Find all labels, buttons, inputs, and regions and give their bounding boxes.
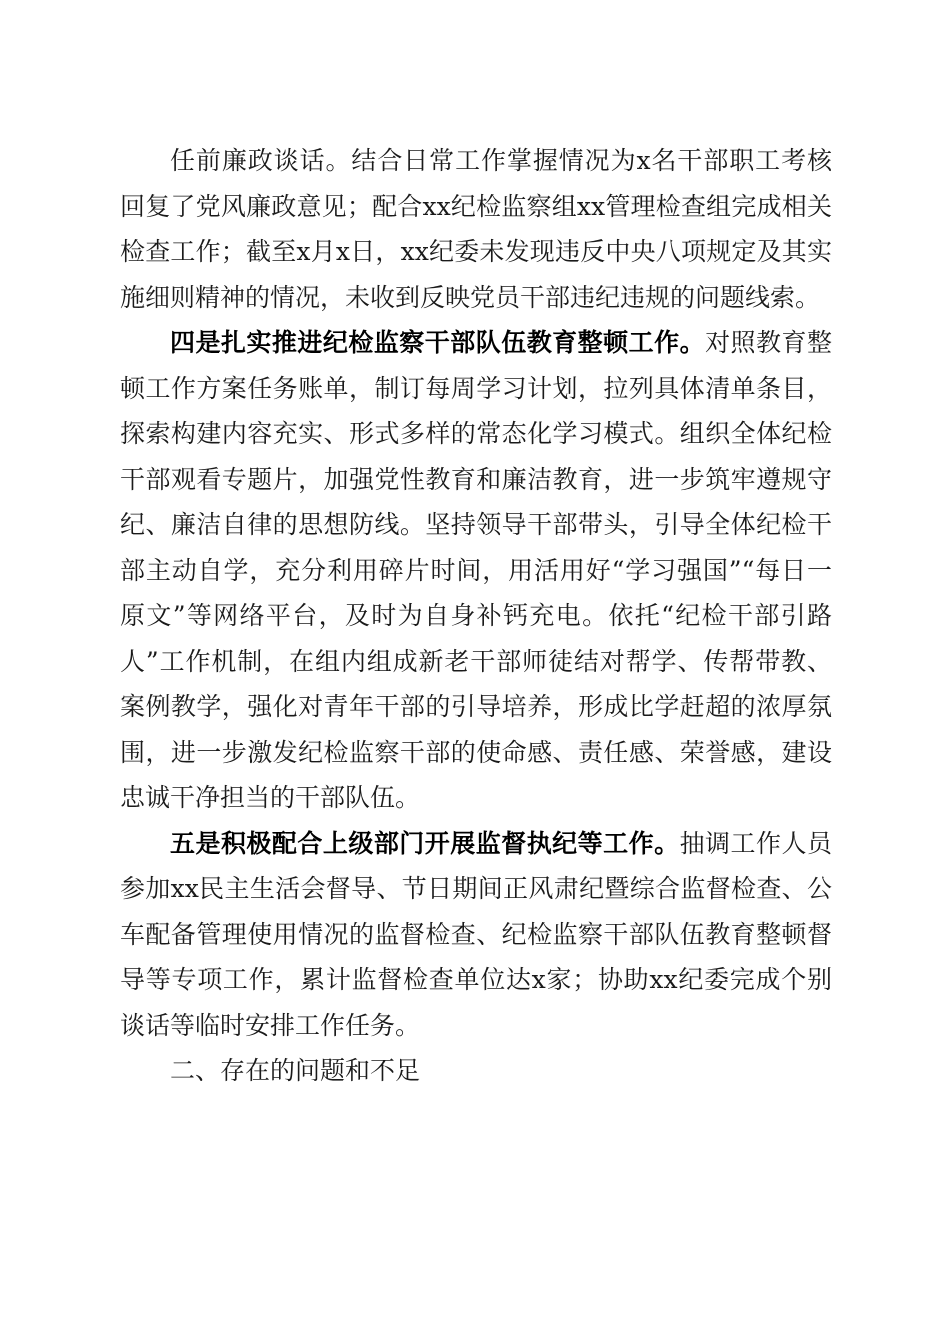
paragraph-supervision-cooperation — [120, 821, 832, 1049]
paragraph-lead: 五是积极配合上级部门开展监督执纪等工作。 — [170, 828, 680, 858]
paragraph-review-work — [120, 138, 832, 320]
paragraph-text: 任前廉政谈话。结合日常工作掌握情况为x名干部职工考核回复了党风廉政意见；配合xx纪检监察组xx管理检查组完成相关检查工作；截至x月x日，xx纪委未发现违反中央八项规定及其实施细则精神的情况，未收到反映党员干部违纪违规的问题线索。 — [120, 146, 832, 312]
document-body — [120, 138, 832, 1094]
paragraph-text: 对照教育整顿工作方案任务账单，制订每周学习计划，拉列具体清单条目，探索构建内容充实、形式多样的常态化学习模式。组织全体纪检干部观看专题片，加强党性教育和廉洁教育，进一步筑牢遵规守纪、廉洁自律的思想防线。坚持领导干部带头，引导全体纪检干部主动自学，充分利用碎片时间，用活用好“学习强国”“每日一原文”等网络平台，及时为自身补钙充电。依托“纪检干部引路人”工作机制，在组内组成新老干部师徒结对帮学、传帮带教、案例教学，强化对青年干部的引导培养，形成比学赶超的浓厚氛围，进一步激发纪检监察干部的使命感、责任感、荣誉感，建设忠诚干净担当的干部队伍。 — [120, 328, 832, 812]
section-heading: 二、存在的问题和不足 — [170, 1056, 421, 1085]
paragraph-lead: 四是扎实推进纪检监察干部队伍教育整顿工作。 — [170, 328, 706, 357]
paragraph-text: 抽调工作人员参加xx民主生活会督导、节日期间正风肃纪暨综合监督检查、公车配备管理使用情况的监督检查、纪检监察干部队伍教育整顿督导等专项工作，累计监督检查单位达x家；协助xx纪委完成个别谈话等临时安排工作任务。 — [120, 828, 832, 1040]
paragraph-education-rectification — [120, 320, 832, 821]
